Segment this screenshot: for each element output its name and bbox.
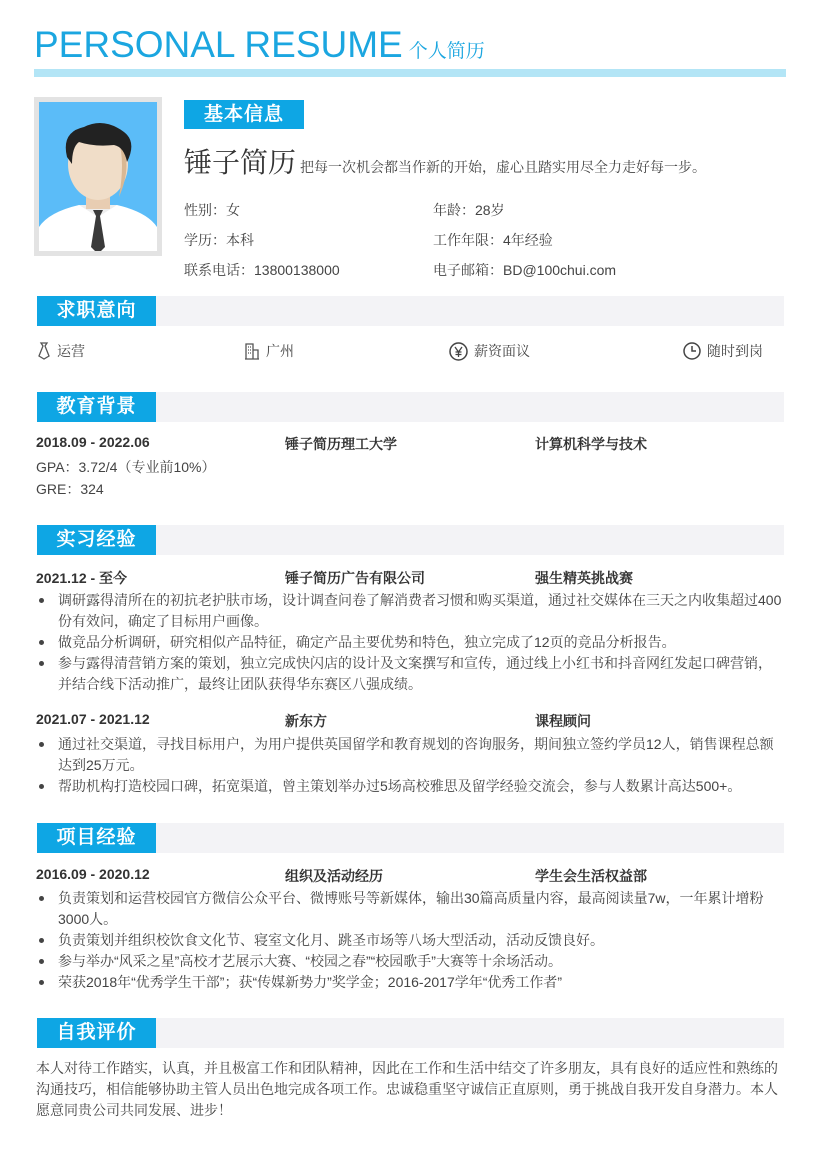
- organization: 学生会生活权益部: [535, 868, 647, 884]
- tie-icon: [37, 342, 51, 360]
- project-name: 组织及活动经历: [285, 868, 383, 884]
- project-bullets: [36, 888, 784, 993]
- degree: 学历：本科: [184, 232, 254, 248]
- major: 计算机科学与技术: [535, 436, 647, 452]
- section-header-internship: [37, 525, 784, 555]
- bullet: 参与举办“风采之星”高校才艺展示大赛、“校园之春”“校园歌手”大赛等十余场活动。: [36, 951, 784, 972]
- section-header-project: [37, 823, 784, 853]
- role: 强生精英挑战赛: [535, 570, 633, 586]
- bullet: 参与露得清营销方案的策划，独立完成快闪店的设计及文案撰写和宣传，通过线上小红书和抖音网红发起口碑营销，并结合线下活动推广，最终让团队获得华东赛区八强成绩。: [36, 653, 784, 695]
- gpa: GPA：3.72/4（专业前10%）: [36, 459, 216, 475]
- intent-salary: [449, 341, 530, 361]
- phone: 联系电话：13800138000: [184, 262, 340, 278]
- date: 2018.09 - 2022.06: [36, 434, 150, 450]
- email: 电子邮箱：BD@100chui.com: [433, 262, 617, 278]
- bullet: 通过社交渠道，寻找目标用户，为用户提供英国留学和教育规划的咨询服务，期间独立签约学员12人，销售课程总额达到25万元。: [36, 734, 784, 776]
- company: 新东方: [285, 713, 327, 729]
- section-title-basic: 基本信息: [184, 100, 304, 129]
- section-title: 实习经验: [37, 525, 156, 555]
- bullet: 负责策划和运营校园官方微信公众平台、微博账号等新媒体，输出30篇高质量内容，最高阅读量7w，一年累计增粉3000人。: [36, 888, 784, 930]
- clock-icon: [683, 342, 701, 360]
- section-header-education: [37, 392, 784, 422]
- self-evaluation: 本人对待工作踏实，认真，并且极富工作和团队精神，因此在工作和生活中结交了许多朋友，具有良好的适应性和熟练的沟通技巧，相信能够协助主管人员出色地完成各项工作。忠诚稳重坚守诚信正直原则，勇于挑战自我开发自身潜力。本人愿意同贵公司共同发展、进步！: [36, 1060, 778, 1118]
- title-underline: [34, 69, 786, 77]
- date: 2021.07 - 2021.12: [36, 711, 150, 727]
- date: 2016.09 - 2020.12: [36, 866, 150, 882]
- bullet: 荣获2018年“优秀学生干部”；获“传媒新势力”奖学金；2016-2017学年“优秀工作者”: [36, 972, 784, 993]
- bullet: 负责策划并组织校饮食文化节、寝室文化月、跳圣市场等八场大型活动，活动反馈良好。: [36, 930, 784, 951]
- intent-label: 薪资面议: [474, 343, 530, 359]
- intent-label: 广州: [266, 343, 294, 359]
- company: 锤子简历广告有限公司: [285, 570, 425, 586]
- intent-label: 运营: [57, 343, 85, 359]
- title-en: PERSONAL RESUME: [34, 24, 403, 65]
- page-title: [34, 24, 485, 66]
- bullet: 帮助机构打造校园口碑，拓宽渠道，曾主策划举办过5场高校雅思及留学经验交流会，参与人数累计高达500+。: [36, 776, 784, 797]
- job-bullets: [36, 590, 784, 695]
- section-header-self: [37, 1018, 784, 1048]
- job-bullets: [36, 734, 784, 797]
- intent-position: [37, 341, 85, 361]
- person-avatar-icon: [39, 102, 157, 251]
- school: 锤子简历理工大学: [285, 436, 397, 452]
- intent-city: [244, 341, 294, 361]
- section-title: 求职意向: [37, 296, 156, 326]
- section-title: 教育背景: [37, 392, 156, 422]
- bullet: 做竞品分析调研，研究相似产品特征，确定产品主要优势和特色，独立完成了12页的竞品分析报告。: [36, 632, 784, 653]
- work-years: 工作年限：4年经验: [433, 232, 553, 248]
- section-header-intent: [37, 296, 784, 326]
- role: 课程顾问: [535, 713, 591, 729]
- basic-fields: [184, 200, 744, 279]
- yen-icon: [449, 342, 468, 361]
- title-cn: 个人简历: [408, 41, 485, 62]
- age: 年龄：28岁: [433, 202, 505, 218]
- building-icon: [244, 342, 260, 360]
- section-title: 自我评价: [37, 1018, 156, 1048]
- section-title: 项目经验: [37, 823, 156, 853]
- avatar: [34, 97, 162, 256]
- gender: 性别：女: [184, 202, 240, 218]
- date: 2021.12 - 至今: [36, 570, 128, 586]
- name: 锤子简历: [184, 147, 297, 178]
- intent-label: 随时到岗: [707, 343, 763, 359]
- gre: GRE：324: [36, 481, 104, 497]
- intent-availability: [683, 341, 763, 361]
- bullet: 调研露得清所在的初抗老护肤市场，设计调查问卷了解消费者习惯和购买渠道，通过社交媒体在三天之内收集超过400份有效问，确定了目标用户画像。: [36, 590, 784, 632]
- motto: 把每一次机会都当作新的开始，虚心且踏实用尽全力走好每一步。: [300, 159, 707, 175]
- basic-info: [184, 100, 706, 181]
